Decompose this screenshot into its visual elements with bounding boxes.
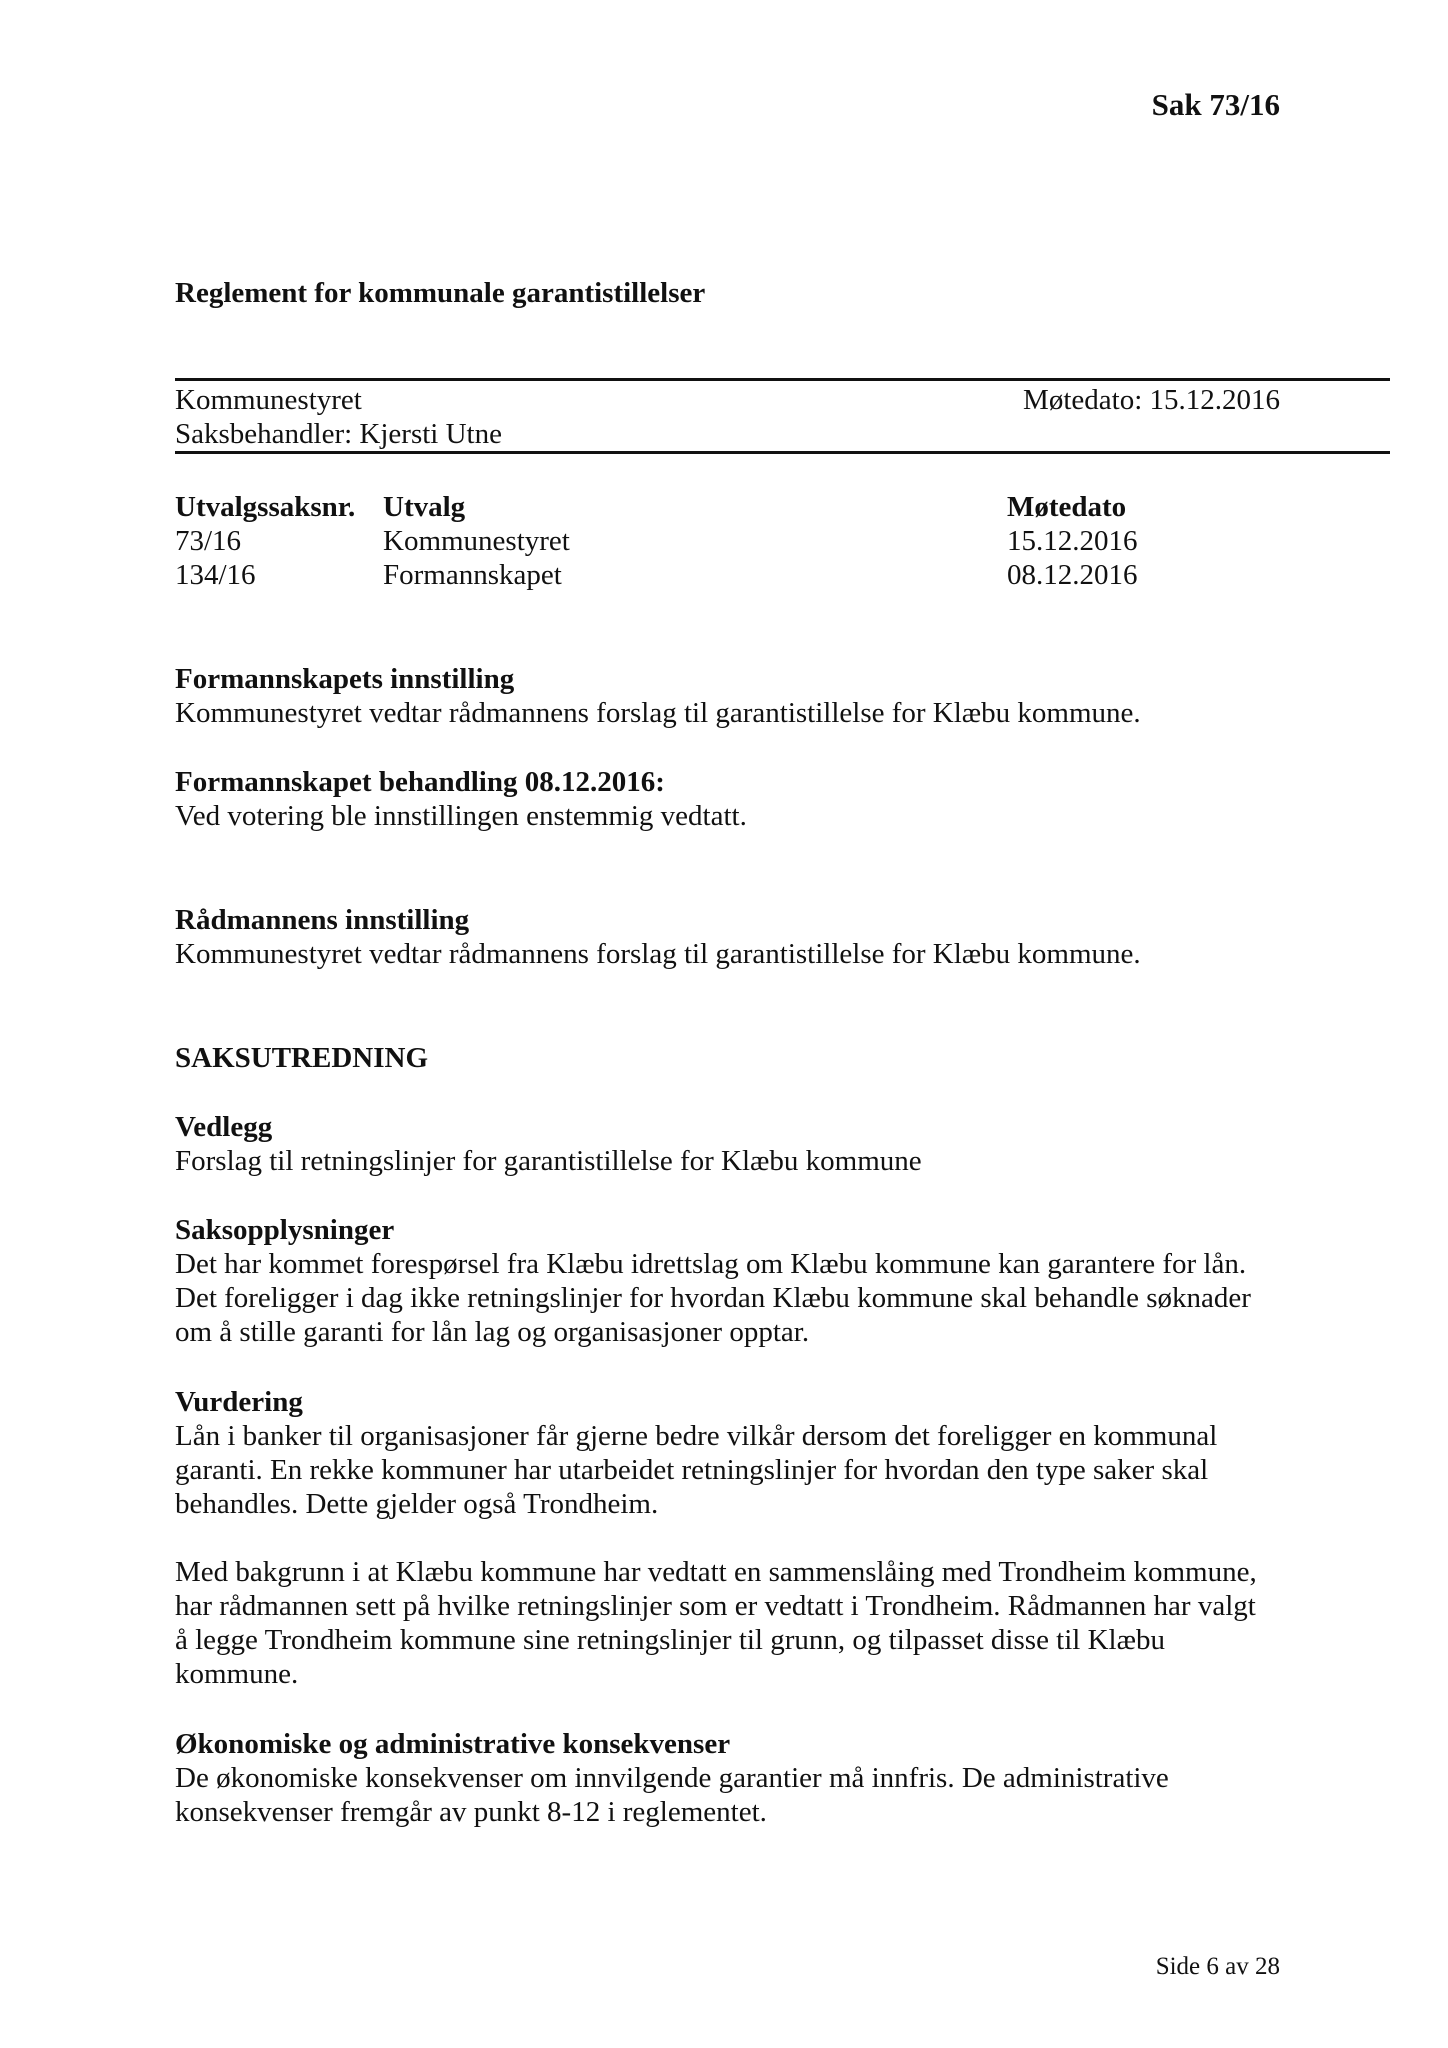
section-text: Kommunestyret vedtar rådmannens forslag til garantistillelse for Klæbu kommune. — [175, 697, 1141, 729]
section-text: Forslag til retningslinjer for garantistillelse for Klæbu kommune — [175, 1145, 922, 1177]
table-header-date: Møtedato — [1007, 491, 1127, 523]
meta-body: Kommunestyret — [175, 384, 362, 416]
section-text: Ved votering ble innstillingen enstemmig vedtatt. — [175, 800, 747, 832]
text-line: å legge Trondheim kommune sine retningslinjer til grunn, og tilpasset disse til Klæbu — [175, 1624, 1165, 1656]
text-line: kommune. — [175, 1658, 299, 1690]
table-cell: Formannskapet — [383, 559, 562, 591]
top-divider — [175, 378, 1390, 381]
text-line: garanti. En rekke kommuner har utarbeidet retningslinjer for hvordan den type saker skal — [175, 1454, 1209, 1486]
text-line: Med bakgrunn i at Klæbu kommune har vedtatt en sammenslåing med Trondheim kommune, — [175, 1556, 1257, 1588]
section-heading: Saksopplysninger — [175, 1214, 395, 1246]
saksutredning-heading: SAKSUTREDNING — [175, 1042, 428, 1074]
document-title: Reglement for kommunale garantistillelser — [175, 277, 706, 309]
section-text: Kommunestyret vedtar rådmannens forslag til garantistillelse for Klæbu kommune. — [175, 938, 1141, 970]
table-header-case-no: Utvalgssaksnr. — [175, 491, 356, 523]
section-radmann-innstilling — [175, 903, 1325, 971]
table-cell: 73/16 — [175, 525, 242, 557]
table-cell: 08.12.2016 — [1007, 559, 1138, 591]
table-cell: 134/16 — [175, 559, 256, 591]
table-header-committee: Utvalg — [383, 491, 466, 523]
section-konsekvenser — [175, 1727, 1325, 1829]
section-vurdering-paragraph-2 — [175, 1555, 1325, 1691]
meta-meeting-date: Møtedato: 15.12.2016 — [1023, 384, 1280, 416]
section-heading: Formannskapets innstilling — [175, 663, 515, 695]
section-formannskap-innstilling — [175, 662, 1325, 730]
text-line: Lån i banker til organisasjoner får gjerne bedre vilkår dersom det foreligger en kommunal — [175, 1420, 1218, 1452]
section-heading: Formannskapet behandling 08.12.2016: — [175, 766, 665, 798]
text-line: Det foreligger i dag ikke retningslinjer for hvordan Klæbu kommune skal behandle søknader — [175, 1282, 1251, 1314]
section-formannskap-behandling — [175, 765, 1325, 833]
text-line: om å stille garanti for lån lag og organisasjoner opptar. — [175, 1316, 810, 1348]
page-number: Side 6 av 28 — [1155, 1953, 1280, 1980]
text-line: har rådmannen sett på hvilke retningslinjer som er vedtatt i Trondheim. Rådmannen har valgt — [175, 1590, 1256, 1622]
section-vedlegg — [175, 1110, 1325, 1178]
text-line: De økonomiske konsekvenser om innvilgende garantier må innfris. De administrative — [175, 1762, 1169, 1794]
case-number: Sak 73/16 — [1151, 87, 1280, 122]
section-vurdering — [175, 1385, 1325, 1521]
section-heading: Vedlegg — [175, 1111, 273, 1143]
text-line: behandles. Dette gjelder også Trondheim. — [175, 1488, 659, 1520]
bottom-divider — [175, 451, 1390, 454]
text-line: Det har kommet forespørsel fra Klæbu idrettslag om Klæbu kommune kan garantere for lån. — [175, 1248, 1247, 1280]
text-line: konsekvenser fremgår av punkt 8-12 i reglementet. — [175, 1796, 767, 1828]
table-cell: 15.12.2016 — [1007, 525, 1138, 557]
section-heading: Økonomiske og administrative konsekvenser — [175, 1728, 731, 1760]
section-saksopplysninger — [175, 1213, 1325, 1349]
table-cell: Kommunestyret — [383, 525, 570, 557]
meta-case-handler: Saksbehandler: Kjersti Utne — [175, 418, 502, 450]
section-heading: Vurdering — [175, 1386, 303, 1418]
section-heading: Rådmannens innstilling — [175, 904, 470, 936]
